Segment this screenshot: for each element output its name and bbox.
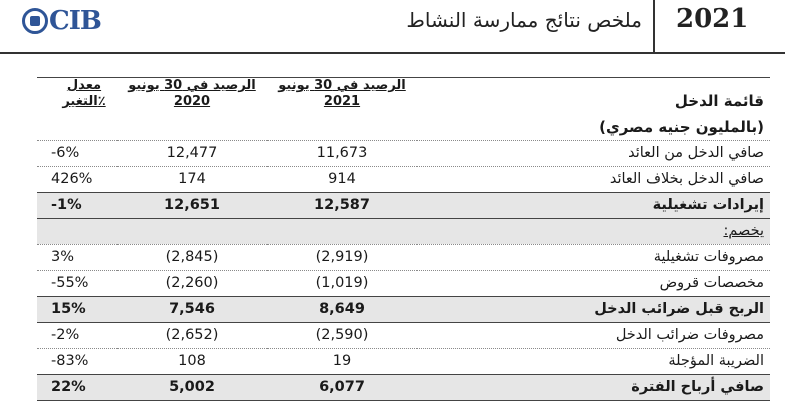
cell-v2020: 108	[117, 348, 267, 374]
cell-v2021: 11,673	[267, 140, 417, 166]
cell-v2021: 914	[267, 166, 417, 192]
cell-v2021: 8,649	[267, 296, 417, 322]
cell-change: 15%	[37, 296, 117, 322]
cell-change: -6%	[37, 140, 117, 166]
table-row	[37, 348, 770, 374]
cell-label: صافي الدخل بخلاف العائد	[417, 166, 770, 192]
table-header-row	[37, 78, 770, 115]
table-row-total	[37, 374, 770, 400]
cell-label: الربح قبل ضرائب الدخل	[417, 296, 770, 322]
deduct-label: يخصم:	[723, 223, 764, 239]
cell-change: 22%	[37, 374, 117, 400]
cell-label: صافي الدخل من العائد	[417, 140, 770, 166]
cell-v2021: 12,587	[267, 192, 417, 218]
cell-label: الضريبة المؤجلة	[417, 348, 770, 374]
cell-v2020: (2,260)	[117, 270, 267, 296]
units-row	[37, 114, 770, 140]
header-rule	[0, 52, 785, 54]
table-row	[37, 140, 770, 166]
table-row	[37, 244, 770, 270]
units-label: (بالمليون جنيه مصري)	[417, 114, 770, 140]
cell-change: -1%	[37, 192, 117, 218]
cell-label: إيرادات تشغيلية	[417, 192, 770, 218]
cell-change: -83%	[37, 348, 117, 374]
cib-logo	[22, 6, 101, 36]
col-2021-header: الرصيد في 30 يونيو 2021	[267, 78, 417, 115]
col-change-header: معدل التغير٪	[37, 78, 117, 115]
cell-v2021: 6,077	[267, 374, 417, 400]
table-row-deduct	[37, 218, 770, 244]
cell-v2021: (2,919)	[267, 244, 417, 270]
page-header	[0, 0, 785, 58]
report-year: 2021	[676, 4, 749, 34]
cell-label: صافي أرباح الفترة	[417, 374, 770, 400]
cell-change: -2%	[37, 322, 117, 348]
table-row	[37, 270, 770, 296]
cell-v2021: 19	[267, 348, 417, 374]
cell-v2020: 7,546	[117, 296, 267, 322]
income-statement-table	[37, 77, 770, 401]
cell-change: -55%	[37, 270, 117, 296]
cell-v2020: (2,845)	[117, 244, 267, 270]
cell-change: 426%	[37, 166, 117, 192]
report-title: ملخص نتائج ممارسة النشاط	[406, 8, 642, 32]
cell-v2021: (2,590)	[267, 322, 417, 348]
cell-change: 3%	[37, 244, 117, 270]
cell-v2021: (1,019)	[267, 270, 417, 296]
cell-v2020: (2,652)	[117, 322, 267, 348]
header-divider	[653, 0, 655, 52]
table-row-subtotal	[37, 296, 770, 322]
cell-label: مخصصات قروض	[417, 270, 770, 296]
cell-v2020: 12,477	[117, 140, 267, 166]
col-2020-header: الرصيد في 30 يونيو 2020	[117, 78, 267, 115]
cell-v2020: 174	[117, 166, 267, 192]
cell-v2020: 5,002	[117, 374, 267, 400]
table-row	[37, 166, 770, 192]
logo-text: CIB	[49, 6, 101, 36]
col-label-header: قائمة الدخل	[417, 78, 770, 115]
table-row	[37, 322, 770, 348]
cib-logo-icon	[22, 8, 48, 34]
table-row-subtotal	[37, 192, 770, 218]
cell-v2020: 12,651	[117, 192, 267, 218]
cell-label: مصروفات ضرائب الدخل	[417, 322, 770, 348]
cell-label: مصروفات تشغيلية	[417, 244, 770, 270]
